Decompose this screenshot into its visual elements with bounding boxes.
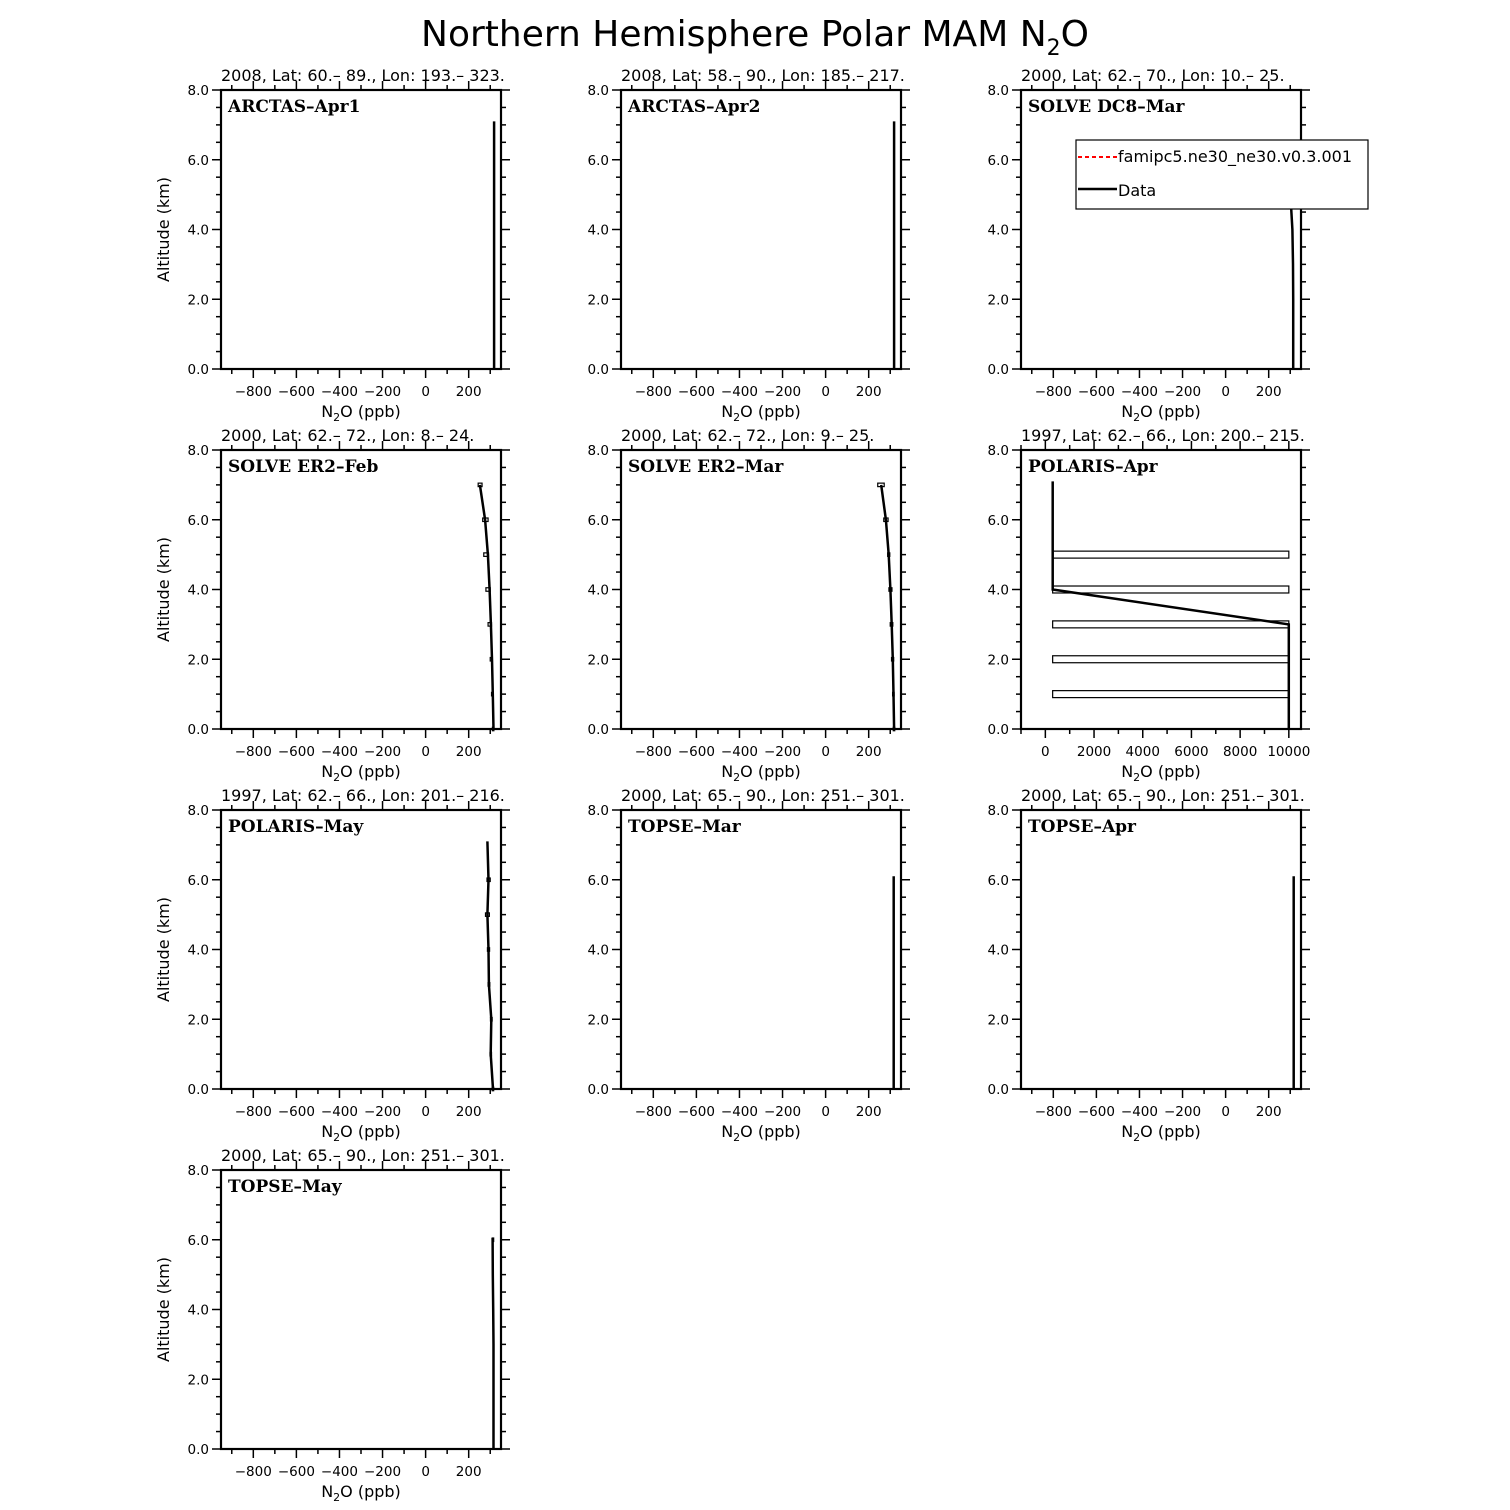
x-tick-label: 200 [1255, 1104, 1282, 1120]
y-tick-label: 8.0 [587, 83, 609, 99]
y-axis-label: Altitude (km) [154, 537, 173, 642]
x-tick-label: 4000 [1125, 744, 1160, 760]
x-tick-label: 0 [421, 1464, 430, 1480]
x-tick-label: −800 [1034, 1104, 1072, 1120]
y-tick-label: 0.0 [187, 1442, 209, 1458]
plot-frame [221, 450, 501, 729]
legend-model-label: famipc5.ne30_ne30.v0.3.001 [1118, 147, 1352, 166]
x-axis-label: $N_2O$ (ppb) [1121, 1122, 1201, 1144]
y-axis-label: Altitude (km) [154, 177, 173, 282]
x-tick-label: −400 [720, 384, 759, 400]
x-tick-label: −600 [277, 1104, 315, 1120]
y-tick-label: 4.0 [587, 582, 609, 599]
x-tick-label: −200 [363, 1464, 402, 1480]
x-tick-label: −200 [363, 384, 402, 400]
x-tick-label: −600 [277, 384, 315, 400]
x-axis-label: $N_2O$ (ppb) [721, 402, 801, 424]
panel-label: SOLVE ER2–Feb [228, 457, 379, 477]
panel-header: 2000, Lat: 62.– 72., Lon: 9.– 25. [621, 426, 875, 445]
plot-frame [621, 90, 901, 369]
panel-label: ARCTAS–Apr2 [628, 97, 761, 117]
x-tick-label: −200 [363, 744, 402, 760]
y-tick-label: 0.0 [587, 722, 609, 738]
y-tick-label: 4.0 [187, 222, 209, 239]
x-tick-label: −800 [1034, 384, 1072, 400]
x-axis-label: $N_2O$ (ppb) [321, 762, 401, 784]
x-tick-label: 0 [821, 384, 830, 400]
series-line-data [1053, 481, 1289, 729]
x-tick-label: −400 [320, 384, 359, 400]
y-tick-label: 8.0 [987, 83, 1009, 99]
panel-header: 2008, Lat: 58.– 90., Lon: 185.– 217. [621, 66, 905, 85]
panel-label: POLARIS–Apr [1028, 457, 1158, 477]
panel-header: 2008, Lat: 60.– 89., Lon: 193.– 323. [221, 66, 505, 85]
y-tick-label: 8.0 [987, 803, 1009, 819]
y-tick-label: 6.0 [587, 872, 609, 889]
plot-frame [621, 450, 901, 729]
panels [154, 66, 1310, 1504]
x-tick-label: 0 [421, 384, 430, 400]
x-tick-label: −800 [634, 384, 672, 400]
x-tick-label: −800 [234, 384, 272, 400]
x-tick-label: −600 [1077, 384, 1115, 400]
x-tick-label: −200 [763, 384, 802, 400]
y-tick-label: 0.0 [587, 1082, 609, 1098]
x-tick-label: −400 [1120, 1104, 1159, 1120]
x-tick-label: −400 [720, 1104, 759, 1120]
panel-2 [988, 66, 1310, 424]
x-tick-label: −400 [720, 744, 759, 760]
x-tick-label: −800 [634, 744, 672, 760]
x-tick-label: −400 [320, 1464, 359, 1480]
y-tick-label: 6.0 [587, 152, 609, 169]
x-tick-label: −800 [234, 1464, 272, 1480]
range-bar [1053, 656, 1289, 663]
y-tick-label: 4.0 [187, 942, 209, 959]
y-axis-label: Altitude (km) [154, 897, 173, 1002]
panel-label: TOPSE–Apr [1028, 817, 1137, 837]
x-tick-label: 200 [455, 744, 482, 760]
series-line-data [493, 1238, 494, 1449]
panel-label: TOPSE–Mar [628, 817, 741, 837]
x-axis-label: $N_2O$ (ppb) [321, 402, 401, 424]
range-bar [1053, 586, 1289, 593]
figure-title-subscript: 2 [1046, 36, 1061, 61]
y-tick-label: 2.0 [987, 292, 1009, 309]
y-tick-label: 6.0 [987, 512, 1009, 529]
x-tick-label: 200 [1255, 384, 1282, 400]
y-tick-label: 8.0 [587, 803, 609, 819]
x-tick-label: −400 [320, 744, 359, 760]
plot-frame [1021, 90, 1301, 369]
x-tick-label: −800 [234, 1104, 272, 1120]
y-tick-label: 2.0 [587, 652, 609, 669]
range-bar [878, 483, 884, 486]
x-tick-label: 200 [855, 744, 882, 760]
panel-label: SOLVE ER2–Mar [628, 457, 784, 477]
y-tick-label: 2.0 [187, 1012, 209, 1029]
plot-frame [621, 810, 901, 1089]
x-tick-label: 6000 [1174, 744, 1209, 760]
x-tick-label: 0 [821, 744, 830, 760]
x-tick-label: −200 [1163, 384, 1202, 400]
x-tick-label: 10000 [1267, 744, 1311, 760]
y-tick-label: 6.0 [587, 512, 609, 529]
x-tick-label: 0 [421, 744, 430, 760]
panel-3 [154, 426, 510, 784]
plot-frame [1021, 450, 1301, 729]
x-tick-label: 200 [855, 1104, 882, 1120]
panel-8 [988, 786, 1310, 1144]
legend-data-label: Data [1118, 181, 1157, 200]
panel-1 [588, 66, 910, 424]
x-tick-label: −200 [363, 1104, 402, 1120]
x-tick-label: −600 [277, 744, 315, 760]
x-axis-label: $N_2O$ (ppb) [1121, 402, 1201, 424]
y-tick-label: 4.0 [987, 942, 1009, 959]
series-line-data [1290, 191, 1293, 369]
panel-0 [154, 66, 510, 424]
y-tick-label: 8.0 [587, 443, 609, 459]
panel-6 [154, 786, 510, 1144]
figure-title [421, 14, 1089, 61]
range-bar [1053, 551, 1289, 558]
y-tick-label: 2.0 [187, 1372, 209, 1389]
y-tick-label: 8.0 [187, 803, 209, 819]
x-tick-label: 0 [1041, 744, 1050, 760]
y-tick-label: 8.0 [987, 443, 1009, 459]
y-axis-label: Altitude (km) [154, 1257, 173, 1362]
x-tick-label: −400 [1120, 384, 1159, 400]
x-tick-label: 2000 [1076, 744, 1112, 760]
y-tick-label: 0.0 [587, 362, 609, 378]
range-bar [1053, 691, 1289, 698]
x-axis-label: $N_2O$ (ppb) [321, 1482, 401, 1504]
x-axis-label: $N_2O$ (ppb) [721, 1122, 801, 1144]
y-tick-label: 0.0 [987, 1082, 1009, 1098]
x-tick-label: −200 [763, 1104, 802, 1120]
figure-title-end: O [1060, 14, 1089, 55]
x-tick-label: 200 [855, 384, 882, 400]
y-tick-label: 0.0 [987, 362, 1009, 378]
x-tick-label: 200 [455, 384, 482, 400]
y-tick-label: 4.0 [587, 222, 609, 239]
x-tick-label: −600 [677, 384, 715, 400]
panel-label: SOLVE DC8–Mar [1028, 97, 1185, 117]
y-tick-label: 0.0 [187, 722, 209, 738]
x-tick-label: 200 [455, 1104, 482, 1120]
y-tick-label: 2.0 [987, 1012, 1009, 1029]
y-tick-label: 4.0 [187, 1302, 209, 1319]
panel-header: 1997, Lat: 62.– 66., Lon: 201.– 216. [221, 786, 505, 805]
x-tick-label: −600 [1077, 1104, 1115, 1120]
y-tick-label: 8.0 [187, 443, 209, 459]
plot-frame [221, 90, 501, 369]
x-tick-label: 0 [821, 1104, 830, 1120]
y-tick-label: 6.0 [187, 872, 209, 889]
y-tick-label: 8.0 [187, 83, 209, 99]
x-tick-label: 200 [455, 1464, 482, 1480]
panel-header: 2000, Lat: 62.– 70., Lon: 10.– 25. [1021, 66, 1285, 85]
y-tick-label: 4.0 [587, 942, 609, 959]
y-tick-label: 6.0 [987, 152, 1009, 169]
y-tick-label: 2.0 [987, 652, 1009, 669]
x-tick-label: −600 [677, 1104, 715, 1120]
x-axis-label: $N_2O$ (ppb) [1121, 762, 1201, 784]
y-tick-label: 2.0 [587, 292, 609, 309]
y-tick-label: 2.0 [187, 652, 209, 669]
plot-frame [221, 1170, 501, 1449]
plot-frame [1021, 810, 1301, 1089]
y-tick-label: 0.0 [987, 722, 1009, 738]
y-tick-label: 4.0 [987, 582, 1009, 599]
x-axis-label: $N_2O$ (ppb) [321, 1122, 401, 1144]
y-tick-label: 0.0 [187, 1082, 209, 1098]
y-tick-label: 6.0 [187, 152, 209, 169]
panel-header: 2000, Lat: 65.– 90., Lon: 251.– 301. [221, 1146, 505, 1165]
y-tick-label: 6.0 [987, 872, 1009, 889]
x-tick-label: 8000 [1222, 744, 1258, 760]
panel-header: 2000, Lat: 65.– 90., Lon: 251.– 301. [621, 786, 905, 805]
panel-header: 2000, Lat: 62.– 72., Lon: 8.– 24. [221, 426, 475, 445]
y-tick-label: 4.0 [187, 582, 209, 599]
x-tick-label: −200 [1163, 1104, 1202, 1120]
y-tick-label: 6.0 [187, 512, 209, 529]
y-tick-label: 8.0 [187, 1163, 209, 1179]
x-tick-label: 0 [1221, 1104, 1230, 1120]
x-tick-label: −600 [277, 1464, 315, 1480]
legend [1076, 140, 1368, 209]
panel-header: 1997, Lat: 62.– 66., Lon: 200.– 215. [1021, 426, 1305, 445]
x-tick-label: −200 [763, 744, 802, 760]
panel-header: 2000, Lat: 65.– 90., Lon: 251.– 301. [1021, 786, 1305, 805]
figure-title-main: Northern Hemisphere Polar MAM N [421, 14, 1047, 55]
panel-7 [588, 786, 910, 1144]
y-tick-label: 0.0 [187, 362, 209, 378]
x-tick-label: −400 [320, 1104, 359, 1120]
x-tick-label: 0 [421, 1104, 430, 1120]
panel-label: ARCTAS–Apr1 [228, 97, 361, 117]
range-bar [1053, 621, 1289, 628]
x-tick-label: −800 [234, 744, 272, 760]
x-axis-label: $N_2O$ (ppb) [721, 762, 801, 784]
panel-label: POLARIS–May [228, 817, 364, 837]
y-tick-label: 2.0 [187, 292, 209, 309]
y-tick-label: 4.0 [987, 222, 1009, 239]
x-tick-label: −800 [634, 1104, 672, 1120]
x-tick-label: 0 [1221, 384, 1230, 400]
panel-label: TOPSE–May [228, 1177, 342, 1197]
x-tick-label: −600 [677, 744, 715, 760]
y-tick-label: 2.0 [587, 1012, 609, 1029]
panel-4 [588, 426, 910, 784]
panel-5 [988, 426, 1311, 784]
y-tick-label: 6.0 [187, 1232, 209, 1249]
panel-9 [154, 1146, 510, 1504]
plot-frame [221, 810, 501, 1089]
